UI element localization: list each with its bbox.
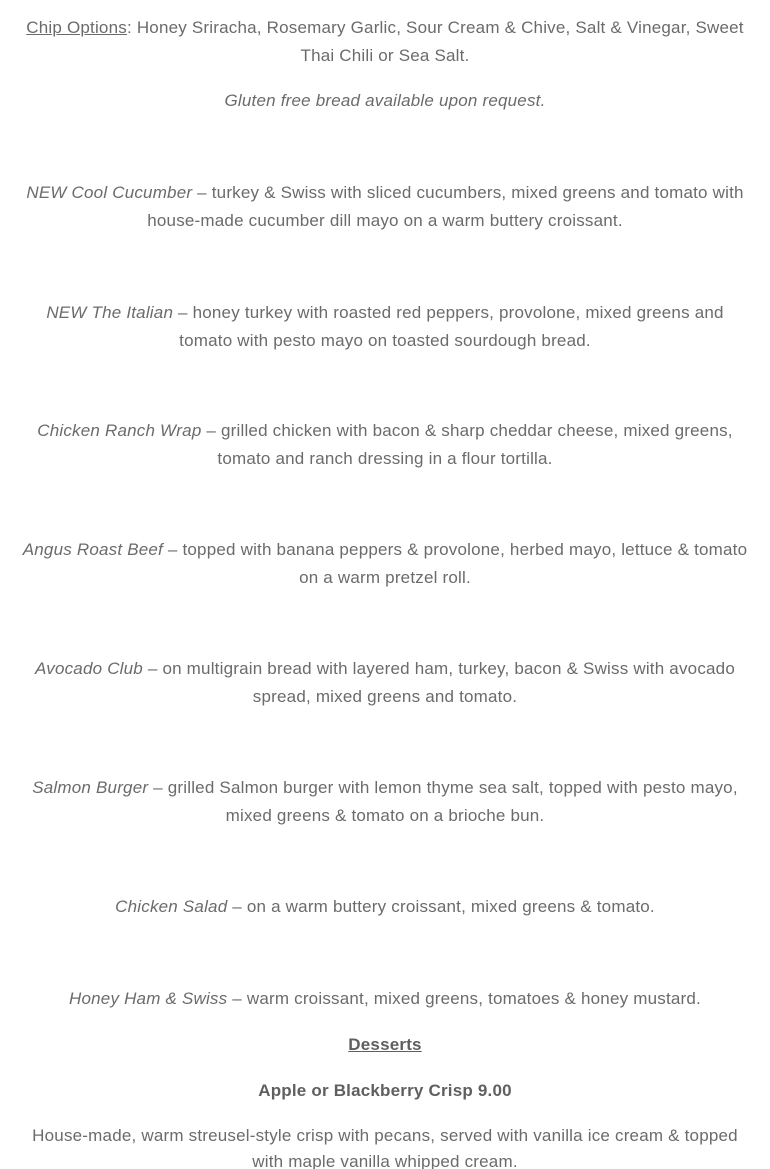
menu-item [20,417,750,473]
menu-item-name: NEW Cool Cucumber [26,183,193,202]
chip-options-separator: : [126,18,137,37]
menu-item-description: – honey turkey with roasted red peppers, provolone, mixed greens and tomato with pesto mayo on toasted sourdough bread. [173,303,724,350]
dessert-title: Apple or Blackberry Crisp 9.00 [258,1081,512,1100]
chip-options [20,14,750,70]
chip-options-text: Honey Sriracha, Rosemary Garlic, Sour Cream & Chive, Salt & Vinegar, Sweet Thai Chili or Sea Salt. [136,18,744,65]
menu-item-name: Avocado Club [35,659,143,678]
menu-item-name: Honey Ham & Swiss [69,989,228,1008]
menu-item-description: – on a warm buttery croissant, mixed greens & tomato. [227,897,655,916]
gluten-free-note: Gluten free bread available upon request. [224,91,546,110]
menu-item [20,179,750,235]
menu-item-name: Chicken Ranch Wrap [37,421,202,440]
menu-item-description: – topped with banana peppers & provolone, herbed mayo, lettuce & tomato on a warm pretzel roll. [162,540,748,587]
menu-item-description: – turkey & Swiss with sliced cucumbers, mixed greens and tomato with house-made cucumber dill mayo on a warm buttery croissant. [147,183,744,230]
menu-item-name: NEW The Italian [46,303,174,322]
menu-item-description: – grilled chicken with bacon & sharp cheddar cheese, mixed greens, tomato and ranch dressing in a flour tortilla. [201,421,733,468]
menu-item [20,299,750,355]
menu-item [20,893,750,921]
desserts-heading: Desserts [348,1035,422,1054]
menu-item-description: – grilled Salmon burger with lemon thyme sea salt, topped with pesto mayo, mixed greens & tomato on a brioche bun. [148,778,738,825]
menu-item-name: Salmon Burger [32,778,149,797]
menu-item-name: Angus Roast Beef [22,540,163,559]
dessert-description: House-made, warm streusel-style crisp with pecans, served with vanilla ice cream & topped with maple vanilla whipped cream. [32,1126,738,1169]
menu-item-description: – on multigrain bread with layered ham, turkey, bacon & Swiss with avocado spread, mixed greens and tomato. [142,659,735,706]
menu-item-description: – warm croissant, mixed greens, tomatoes & honey mustard. [227,989,701,1008]
menu-item [20,536,750,592]
menu-item [20,655,750,711]
menu-item [20,774,750,830]
chip-options-label: Chip Options [26,18,127,37]
menu-item-name: Chicken Salad [115,897,228,916]
menu-item [20,985,750,1013]
